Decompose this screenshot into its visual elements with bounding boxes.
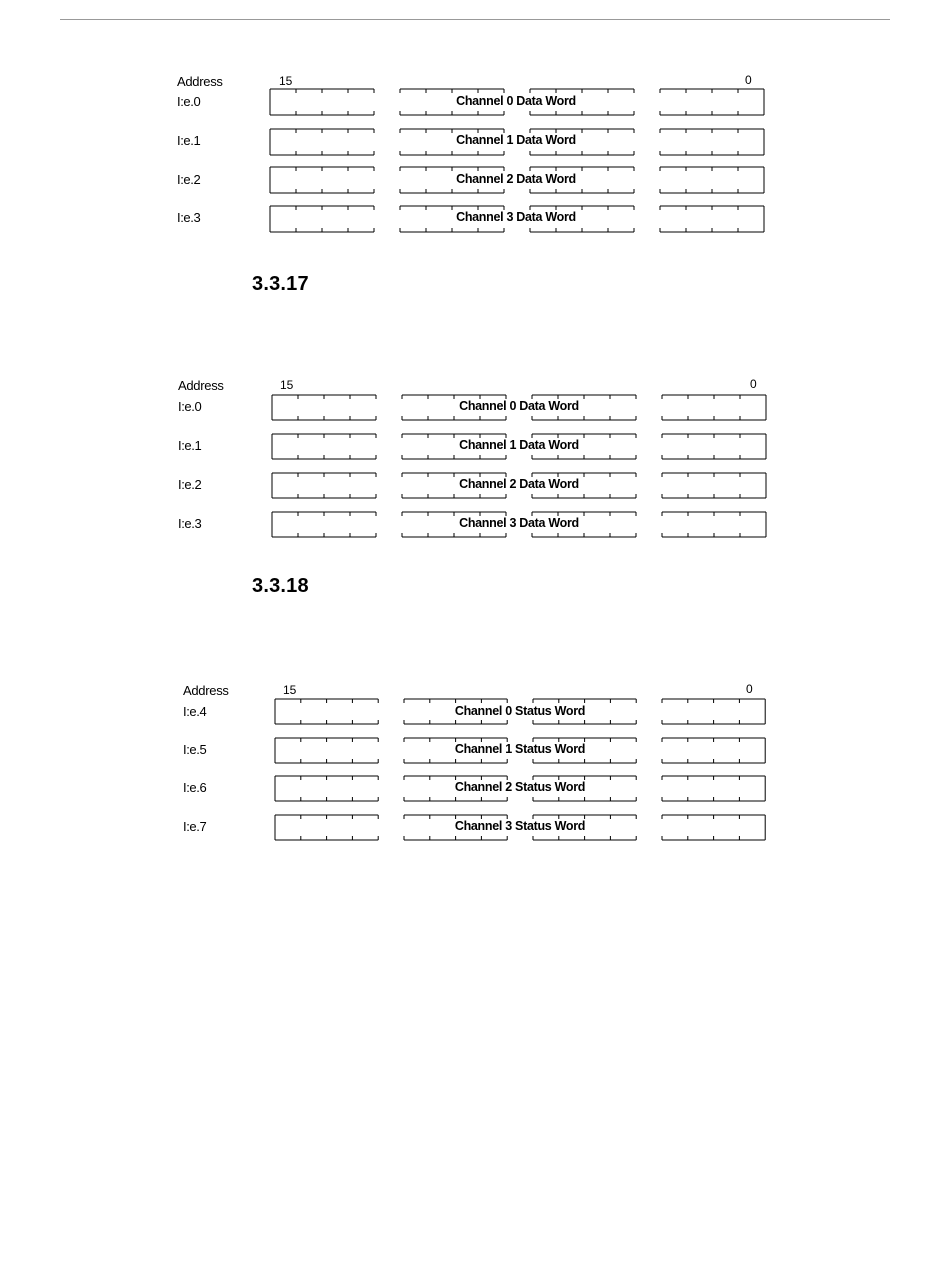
row-address: I:e.0	[178, 399, 202, 414]
row-address: I:e.1	[177, 133, 201, 148]
word-label: Channel 1 Data Word	[456, 133, 576, 147]
bit-15-label: 15	[283, 683, 297, 697]
row-address: I:e.0	[177, 94, 201, 109]
register-diagram-1	[177, 74, 777, 244]
section-heading: 3.3.17	[252, 273, 309, 295]
register-diagram-2	[178, 378, 778, 548]
row-address: I:e.7	[183, 819, 207, 834]
row-address: I:e.2	[177, 172, 201, 187]
word-label: Channel 3 Data Word	[459, 516, 579, 530]
word-label: Channel 0 Status Word	[454, 704, 586, 718]
bit-15-label: 15	[279, 74, 293, 88]
word-label: Channel 3 Status Word	[454, 819, 586, 833]
bit-0-label: 0	[745, 73, 752, 87]
row-address: I:e.1	[178, 438, 202, 453]
section-heading: 3.3.18	[252, 575, 309, 597]
row-address: I:e.3	[178, 516, 202, 531]
bit-0-label: 0	[750, 377, 757, 391]
header-rule	[60, 19, 890, 20]
row-address: I:e.3	[177, 210, 201, 225]
bit-0-label: 0	[746, 682, 753, 696]
word-label: Channel 2 Data Word	[456, 172, 576, 186]
bit-15-label: 15	[280, 378, 294, 392]
word-label: Channel 1 Data Word	[459, 438, 579, 452]
row-address: I:e.4	[183, 704, 207, 719]
row-address: I:e.2	[178, 477, 202, 492]
word-label: Channel 3 Data Word	[456, 210, 576, 224]
word-label: Channel 1 Status Word	[454, 742, 586, 756]
row-address: I:e.5	[183, 742, 207, 757]
address-column-title: Address	[178, 378, 224, 393]
register-diagram-3	[183, 683, 783, 853]
word-label: Channel 2 Status Word	[454, 780, 586, 794]
address-column-title: Address	[183, 683, 229, 698]
row-address: I:e.6	[183, 780, 207, 795]
address-column-title: Address	[177, 74, 223, 89]
word-label: Channel 0 Data Word	[459, 399, 579, 413]
word-label: Channel 0 Data Word	[456, 94, 576, 108]
word-label: Channel 2 Data Word	[459, 477, 579, 491]
